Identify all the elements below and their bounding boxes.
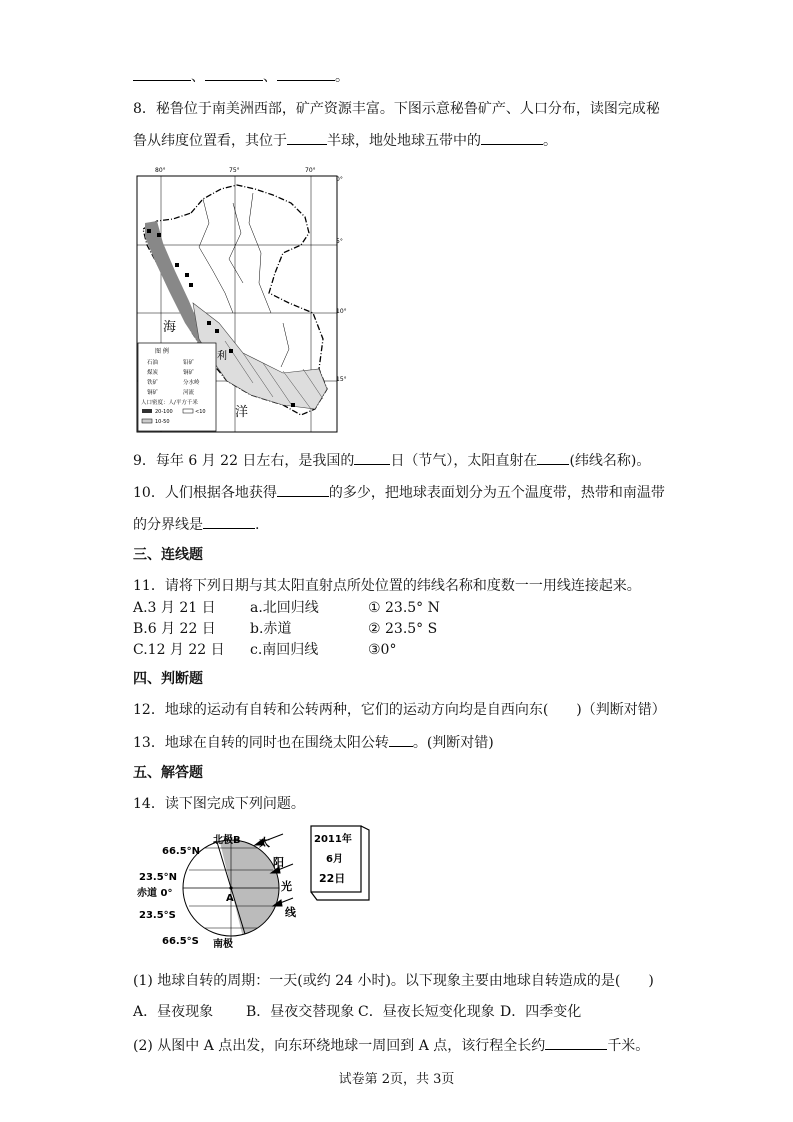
q11-date-1[interactable]: B.6 月 22 日 <box>133 621 216 637</box>
q14-option-a[interactable]: A．昼夜现象 <box>133 1004 214 1020</box>
legend-item-0: 石油 <box>147 360 159 366</box>
lat-665n-label: 66.5°N <box>162 846 201 857</box>
lat-235n-label: 23.5°N <box>139 872 178 883</box>
q11-name-1[interactable]: b.赤道 <box>250 621 292 637</box>
earth-diagram <box>133 820 378 960</box>
south-pole-label: 南极 <box>213 939 233 950</box>
calendar-month: 6月 <box>326 854 343 865</box>
q11-stem: 11．请将下列日期与其太阳直射点所处位置的纬线名称和度数一一用线连接起来。 <box>133 578 641 594</box>
q10-blank-1[interactable] <box>277 482 329 497</box>
legend-title: 图 例 <box>155 348 169 355</box>
q7-blanks <box>133 66 349 87</box>
q10-text-c: 的分界线是 <box>133 517 203 533</box>
q10-line-2 <box>133 514 259 535</box>
section-3-title: 三、连线题 <box>133 547 203 563</box>
sunlight-char-1: 太 <box>259 836 270 849</box>
q9-blank-latitude[interactable] <box>537 450 569 465</box>
q10-blank-2[interactable] <box>203 514 255 529</box>
legend-item-2: 煤炭 <box>147 370 159 376</box>
section-4-title: 四、判断题 <box>133 671 203 687</box>
lat-label-10: 10° <box>336 308 347 315</box>
legend-item-6: 铜矿 <box>147 390 159 396</box>
calendar-year: 2011年 <box>314 834 352 845</box>
a-label: A <box>226 893 234 904</box>
q7-sep-1: 、 <box>191 69 205 85</box>
legend-item-4: 铁矿 <box>147 380 159 386</box>
legend-item-5: 分水岭 <box>183 380 200 386</box>
q14-blank-distance[interactable] <box>545 1035 607 1050</box>
q14-option-b[interactable]: B．昼夜交替现象 <box>246 1004 355 1020</box>
q7-end: 。 <box>335 69 349 85</box>
legend-density: 人口密度：人/平方千米 <box>141 400 198 406</box>
q11-degree-2[interactable]: ③0° <box>368 642 397 658</box>
q10-line-1 <box>133 482 665 503</box>
q10-text-a: 10．人们根据各地获得 <box>133 485 277 501</box>
legend-density-3: 10-50 <box>155 419 170 425</box>
q8-line-2 <box>133 130 557 151</box>
lat-235s-label: 23.5°S <box>139 910 176 921</box>
q14-part-2-text-a: (2) 从图中 A 点出发，向东环绕地球一周回到 A 点，该行程全长约 <box>133 1038 546 1054</box>
q7-blank-1[interactable] <box>133 66 191 81</box>
q10-text-b: 的多少，把地球表面划分为五个温度带，热带和南温带 <box>328 485 665 501</box>
page-footer: 试卷第 2页，共 3页 <box>338 1072 455 1087</box>
q8-text-c: 。 <box>543 133 557 149</box>
q11-degree-1[interactable]: ② 23.5° S <box>368 621 438 637</box>
q11-name-2[interactable]: c.南回归线 <box>250 642 319 658</box>
sunlight-char-4: 线 <box>285 906 296 919</box>
q11-degree-0[interactable]: ① 23.5° N <box>368 600 440 616</box>
sea-label-2: 利 <box>217 351 227 362</box>
q14-option-d[interactable]: D．四季变化 <box>500 1004 582 1020</box>
q13-text-a: 13．地球在自转的同时也在围绕太阳公转 <box>133 735 389 751</box>
q9 <box>133 450 650 471</box>
q13 <box>133 732 494 753</box>
calendar-icon <box>311 826 369 900</box>
q13-blank[interactable] <box>389 732 413 747</box>
legend-item-1: 铅矿 <box>183 360 195 366</box>
lat-label-5: 5° <box>336 238 343 245</box>
q10-text-d: . <box>255 517 260 533</box>
north-pole-label: 北极 <box>213 835 233 846</box>
calendar-day: 22日 <box>319 872 346 885</box>
q14-option-c[interactable]: C．昼夜长短变化现象 <box>358 1004 495 1020</box>
q9-text-a: 9．每年 6 月 22 日左右，是我国的 <box>133 453 355 469</box>
q9-text-c: (纬线名称)。 <box>569 453 651 469</box>
peru-map <box>133 163 345 433</box>
lat-label-0: 0° <box>336 176 343 183</box>
q9-text-b: 日（节气），太阳直射在 <box>390 453 538 469</box>
section-5-title: 五、解答题 <box>133 765 203 781</box>
lat-label-15: 15° <box>336 376 347 383</box>
lat-665s-label: 66.5°S <box>162 936 199 947</box>
q8-blank-zone[interactable] <box>481 130 543 145</box>
q14-part-2-text-b: 千米。 <box>607 1038 650 1054</box>
q9-blank-solar-term[interactable] <box>354 450 390 465</box>
sunlight-char-2: 阳 <box>273 856 284 869</box>
q14-part-1: (1) 地球自转的周期：一天(或约 24 小时)。以下现象主要由地球自转造成的是( ) <box>133 973 654 989</box>
b-label: B <box>233 835 241 846</box>
q7-blank-2[interactable] <box>205 66 263 81</box>
sea-label-1: 海 <box>163 320 177 335</box>
legend-item-3: 铜矿 <box>183 370 195 376</box>
legend-item-7: 河流 <box>183 390 195 396</box>
q7-blank-3[interactable] <box>277 66 335 81</box>
map-legend <box>138 343 216 431</box>
lon-label-80: 80° <box>155 167 166 174</box>
q12: 12．地球的运动有自转和公转两种，它们的运动方向均是自西向东( )（判断对错） <box>133 702 666 718</box>
q7-sep-2: 、 <box>263 69 277 85</box>
sunlight-char-3: 光 <box>281 880 292 893</box>
q13-text-b: 。(判断对错) <box>412 735 494 751</box>
q11-date-2[interactable]: C.12 月 22 日 <box>133 642 225 658</box>
q8-blank-hemisphere[interactable] <box>287 130 327 145</box>
sea-label-3: 洋 <box>235 405 249 420</box>
q14-stem: 14．读下图完成下列问题。 <box>133 796 305 812</box>
legend-density-1: 20-100 <box>155 409 173 415</box>
lon-label-75: 75° <box>229 167 240 174</box>
q11-date-0[interactable]: A.3 月 21 日 <box>133 600 216 616</box>
q8-line-1: 8．秘鲁位于南美洲西部，矿产资源丰富。下图示意秘鲁矿产、人口分布，读图完成秘 <box>133 101 660 117</box>
q11-name-0[interactable]: a.北回归线 <box>250 600 319 616</box>
q8-text-a: 鲁从纬度位置看，其位于 <box>133 133 287 149</box>
point-a-dot <box>229 886 232 889</box>
equator-label: 赤道 0° <box>137 888 173 899</box>
q14-part-2 <box>133 1035 649 1056</box>
legend-density-2: <10 <box>195 409 206 415</box>
q8-text-b: 半球，地处地球五带中的 <box>327 133 481 149</box>
lon-label-70: 70° <box>305 167 316 174</box>
